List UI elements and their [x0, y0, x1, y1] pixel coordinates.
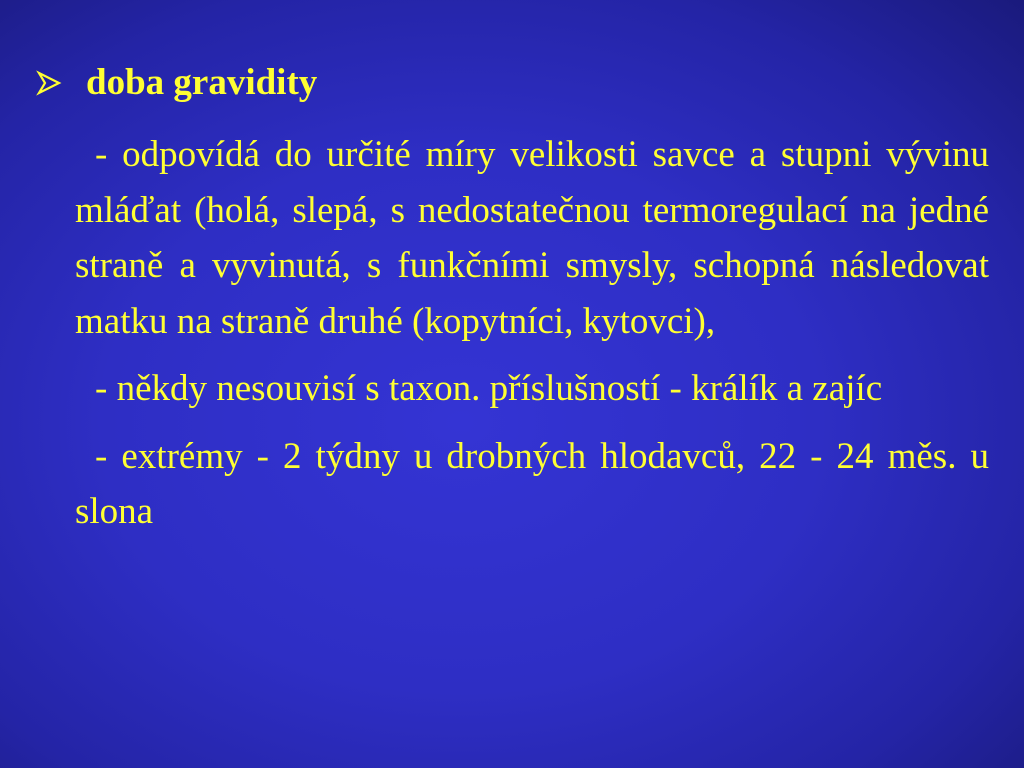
heading-row — [36, 64, 317, 101]
arrow-bullet-icon — [36, 68, 66, 98]
paragraph-size-dependence: - odpovídá do určité míry velikosti savce a stupni vývinu mláďat (holá, slepá, s nedostatečnou termoregulací na jedné straně a vyvinutá, s funkčními smysly, schopná následovat matku na straně druhé (kopytníci, kytovci), — [75, 134, 989, 342]
paragraph-extremes: - extrémy - 2 týdny u drobných hlodavců, 22 - 24 měs. u slona — [75, 435, 989, 532]
heading-title: doba gravidity — [86, 62, 318, 103]
paragraph-taxon-independence: - někdy nesouvisí s taxon. příslušností - králík a zajíc — [95, 368, 883, 409]
slide-body — [75, 127, 989, 552]
